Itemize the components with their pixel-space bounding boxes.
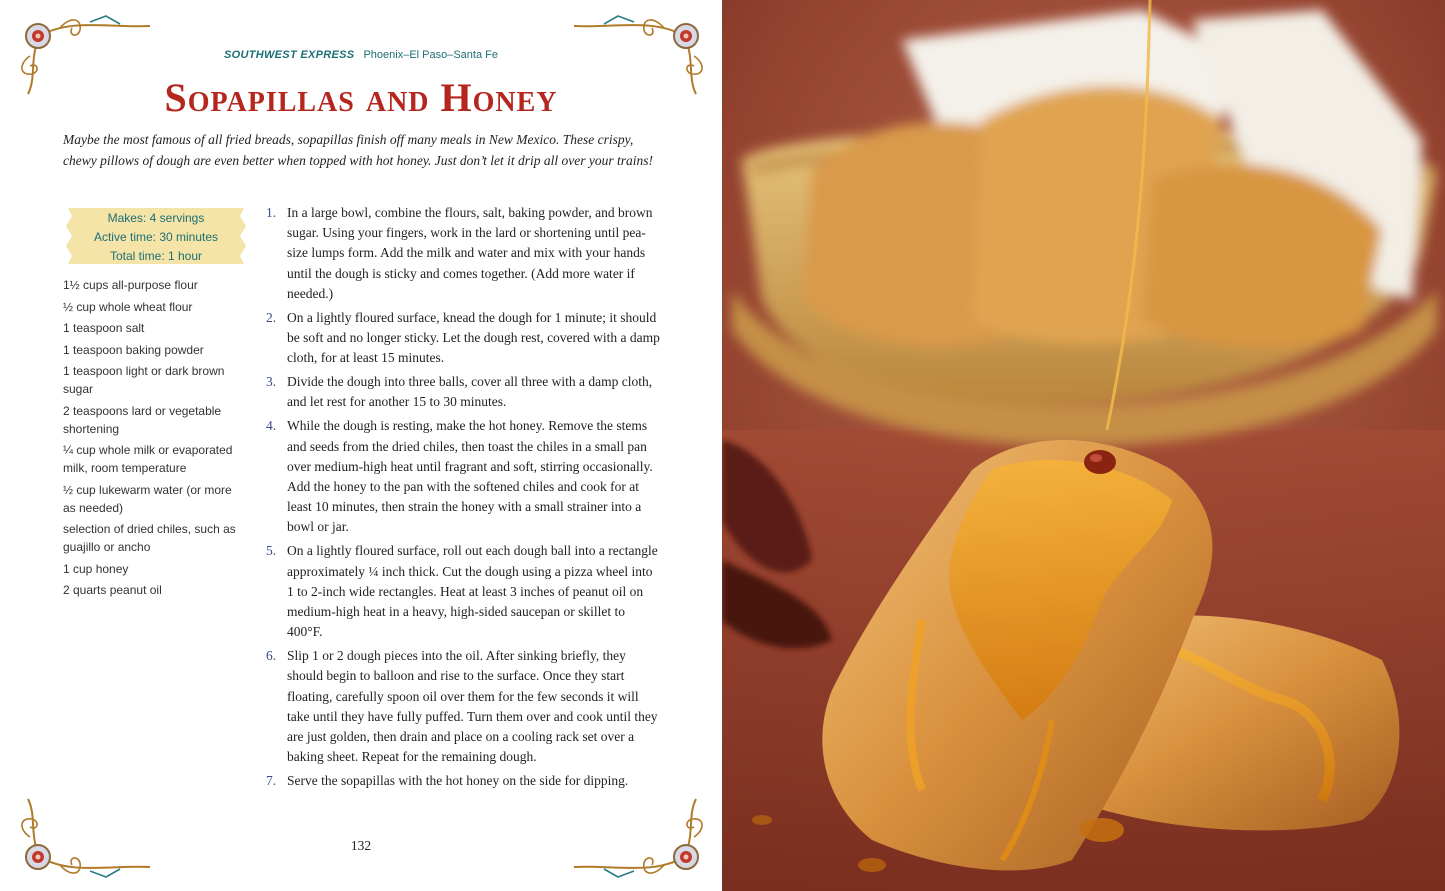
yield-box <box>64 206 248 266</box>
instruction-steps <box>266 203 662 795</box>
step-item <box>266 308 662 369</box>
step-text: On a lightly floured surface, knead the dough for 1 minute; it should be soft and no longer sticky. Let the dough rest, covered with a damp cloth, for at least 15 minutes. <box>287 309 660 366</box>
yield-total-time: Total time: 1 hour <box>109 249 203 263</box>
ingredient-item: 1 teaspoon baking powder <box>63 342 204 357</box>
step-text: Slip 1 or 2 dough pieces into the oil. After sinking briefly, they should begin to balloon and rise to the surface. Once they start floating, carefully spoon oil over them for the few seconds it will take until they have fully puffed. Turn them over and cook until they are just golden, then drain and place on a cooling rack set over a baking sheet. Repeat for the remaining dough. <box>287 648 658 765</box>
ingredient-item: 2 teaspoons lard or vegetable shortening <box>63 403 222 436</box>
step-text: On a lightly floured surface, roll out each dough ball into a rectangle approximately ¼ inch thick. Cut the dough using a pizza wheel into 1 to 2-inch wide rectangles. Heat at least 3 inches of peanut oil on medium-high heat in a heavy, high-sided saucepan or skillet to 400°F. <box>287 543 658 640</box>
yield-makes: Makes: 4 servings <box>107 211 205 225</box>
ingredient-item: selection of dried chiles, such as guajillo or ancho <box>63 522 236 554</box>
step-number: 4. <box>266 418 277 434</box>
step-number: 1. <box>266 205 277 220</box>
step-item <box>266 203 662 304</box>
page-number: 132 <box>350 838 372 853</box>
ingredient-item: 1 teaspoon light or dark brown sugar <box>63 364 225 396</box>
recipe-title: Sopapillas and Honey <box>164 75 558 120</box>
recipe-page <box>0 0 722 891</box>
step-number: 5. <box>266 543 277 559</box>
step-number: 2. <box>266 309 277 325</box>
step-item <box>266 416 662 537</box>
sopapillas-honey-photo <box>722 0 1445 891</box>
step-item <box>266 646 662 767</box>
step-item <box>266 541 662 642</box>
ingredient-item: ½ cup whole wheat flour <box>63 299 193 314</box>
step-number: 3. <box>266 374 277 390</box>
step-text: While the dough is resting, make the hot honey. Remove the stems and seeds from the dried chiles, then toast the chiles in a small pan over medium-high heat until fragrant and soft, stirring occasionally. Add the honey to the pan with the softened chiles and cook for at least 10 minutes, then strain the honey with a small strainer into a bowl or jar. <box>287 418 653 535</box>
recipe-intro: Maybe the most famous of all fried breads, sopapillas finish off many meals in New Mexico. These crispy, chewy pillows of dough are even better when topped with hot honey. Just don’t let it drip all over your trains! <box>63 132 654 168</box>
series-name: SOUTHWEST EXPRESS <box>223 49 355 61</box>
ingredient-item: 1½ cups all-purpose flour <box>63 278 198 292</box>
step-item <box>266 771 662 791</box>
step-text: Serve the sopapillas with the hot honey on the side for dipping. <box>287 773 629 789</box>
step-item <box>266 372 662 412</box>
step-text: Divide the dough into three balls, cover all three with a damp cloth, and let rest for another 15 to 30 minutes. <box>287 374 653 410</box>
ingredient-item: 1 teaspoon salt <box>63 321 145 335</box>
ingredient-item: 1 cup honey <box>63 561 129 576</box>
ingredient-item: ½ cup lukewarm water (or more as needed) <box>63 482 232 515</box>
running-head <box>0 49 722 61</box>
step-number: 6. <box>266 648 277 664</box>
ingredient-list <box>63 276 243 603</box>
yield-active-time: Active time: 30 minutes <box>93 230 219 244</box>
route-name: Phoenix–El Paso–Santa Fe <box>363 49 498 61</box>
ingredient-item: ¼ cup whole milk or evaporated milk, room temperature <box>63 443 233 475</box>
ingredient-item: 2 quarts peanut oil <box>63 583 162 597</box>
step-text: In a large bowl, combine the flours, salt, baking powder, and brown sugar. Using your fingers, work in the lard or shortening until pea-size lumps form. Add the milk and water and mix with your hands until the dough is sticky and comes together. (Add more water if needed.) <box>287 205 653 301</box>
step-number: 7. <box>266 773 277 789</box>
food-photo-page <box>722 0 1445 891</box>
